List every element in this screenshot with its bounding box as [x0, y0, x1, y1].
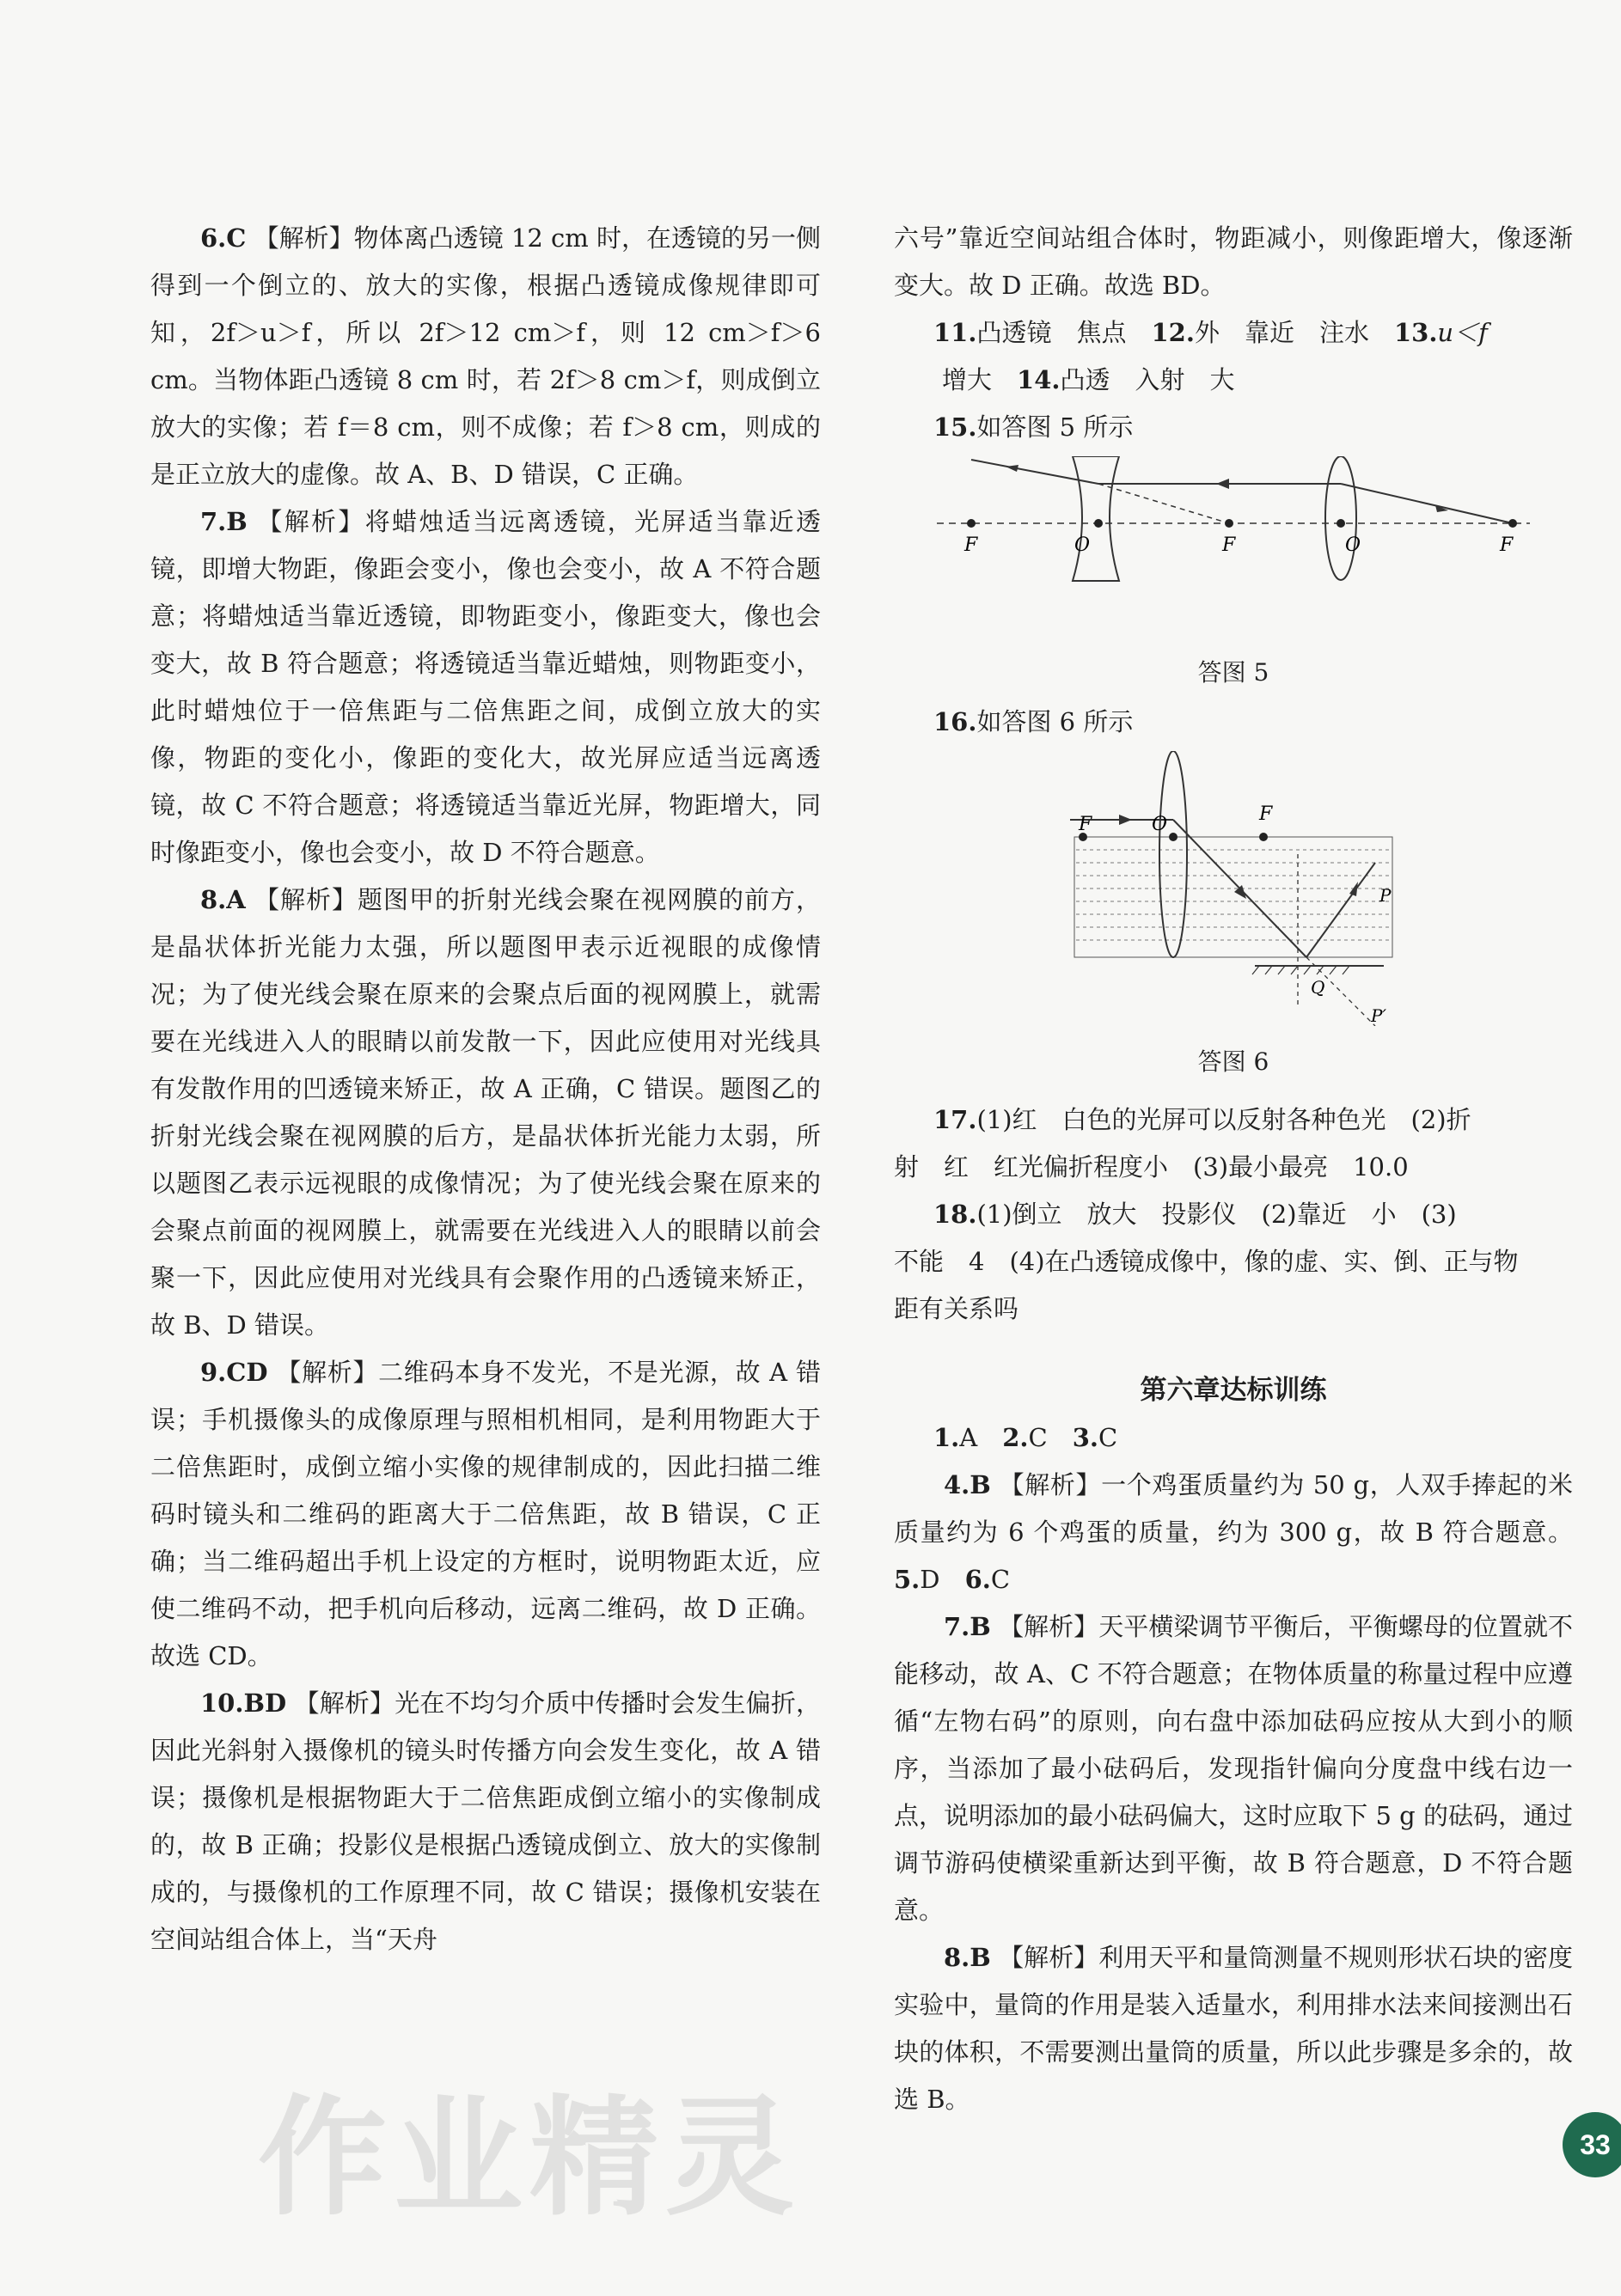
watermark: 作业精灵	[258, 2084, 802, 2233]
arrow-2	[1216, 479, 1229, 489]
answer-18-continued: 不能 4 (4)在凸透镜成像中，像的虚、实、倒、正与物	[894, 1247, 1519, 1276]
left-column	[150, 215, 821, 1963]
focus-point	[967, 519, 976, 528]
answer-15: 15.如答图 5 所示	[933, 412, 1134, 442]
focus-point	[1508, 519, 1517, 528]
optical-center	[1337, 519, 1345, 528]
convex-lens	[1325, 456, 1356, 580]
answer-17: 17.(1)红 白色的光屏可以反射各种色光 (2)折	[933, 1105, 1471, 1134]
answer-16: 16.如答图 6 所示	[933, 707, 1134, 736]
concave-lens	[1073, 456, 1119, 581]
label-f: F	[1259, 803, 1273, 825]
label-o: O	[1345, 534, 1361, 556]
extension-line	[1098, 484, 1229, 523]
label-f: F	[1500, 534, 1514, 556]
refracted-ray	[971, 460, 1098, 484]
answer-10: 10.BD 【解析】光在不均匀介质中传播时会发生偏折，因此光斜射入摄像机的镜头时传播方向会发生变化，故 A 错误；摄像机是根据物距大于二倍焦距成倒立缩小的实像制成的，故 B 正确；投影仪是根据凸透镜成倒立、放大的实像制成的，与摄像机的工作原理不同，故 C 错误；摄像机安装在空间站组合体上，当“天舟	[150, 1688, 821, 1954]
label-o: O	[1152, 814, 1168, 835]
water-hatching	[1076, 850, 1391, 940]
label-f: F	[1222, 534, 1236, 556]
mirror-hatching	[1252, 966, 1349, 974]
answer-18: 18.(1)倒立 放大 投影仪 (2)靠近 小 (3)	[933, 1200, 1457, 1229]
focus-point	[1225, 519, 1233, 528]
right-column	[894, 215, 1573, 2123]
answer-8: 8.B 【解析】利用天平和量筒测量不规则形状石块的密度实验中，量筒的作用是装入适量水，利用排水法来间接测出石块的体积，不需要测出量筒的质量，所以此步骤是多余的，故选 B。	[894, 1943, 1573, 2114]
answer-6: 6.C 【解析】物体离凸透镜 12 cm 时，在透镜的另一侧得到一个倒立的、放大的实像，根据凸透镜成像规律即可知，2f＞u＞f，所以 2f＞12 cm＞f，则 12 cm＞f＞6 cm。当物体距凸透镜 8 cm 时，若 2f＞8 cm＞f，则成倒立放大的实像；若 f＝8 cm，则不成像；若 f＞8 cm，则成的是正立放大的虚像。故 A、B、D 错误，C 正确。	[150, 223, 821, 489]
label-p-prime: P′	[1371, 1005, 1386, 1026]
focus-point	[1259, 833, 1268, 841]
figure-6	[894, 751, 1573, 1079]
answers-13-14: 增大 14.凸透 入射 大	[942, 365, 1235, 394]
label-p: P	[1379, 885, 1392, 906]
arrow-2	[1234, 885, 1246, 899]
figure-6-caption: 答图 6	[1197, 1047, 1269, 1076]
label-f: F	[1079, 814, 1092, 835]
answer-8: 8.A 【解析】题图甲的折射光线会聚在视网膜的前方，是晶状体折光能力太强，所以题图甲表示近视眼的成像情况；为了使光线会聚在原来的会聚点后面的视网膜上，就需要在光线进入人的眼睛以前发散一下，因此应使用对光线具有发散作用的凹透镜来矫正，故 A 正确，C 错误。题图乙的折射光线会聚在视网膜的后方，是晶状体折光能力太弱，所以题图乙表示远视眼的成像情况；为了使光线会聚在原来的会聚点前面的视网膜上，就需要在光线进入人的眼睛以前会聚一下，因此应使用对光线具有会聚作用的凸透镜来矫正，故 B、D 错误。	[150, 885, 821, 1340]
optical-center	[1094, 519, 1103, 528]
answers-1-3: 1.A 2.C 3.C	[933, 1423, 1118, 1452]
answers-11-13: 11.凸透镜 焦点 12.外 靠近 注水 13.u＜f	[933, 318, 1488, 347]
figure-5	[894, 456, 1573, 690]
optical-center	[1169, 833, 1178, 841]
answer-10-continued: 六号”靠近空间站组合体时，物距减小，则像距增大，像逐渐变大。故 D 正确。故选 BD。	[894, 223, 1573, 300]
label-o: O	[1074, 534, 1091, 556]
answer-9: 9.CD 【解析】二维码本身不发光，不是光源，故 A 错误；手机摄像头的成像原理与照相机相同，是利用物距大于二倍焦距时，成倒立缩小实像的规律制成的，因此扫描二维码时镜头和二维码的距离大于二倍焦距，故 B 错误，C 正确；当二维码超出手机上设定的方框时，说明物距太近，应使二维码不动，把手机向后移动，远离二维码，故 D 正确。故选 CD。	[150, 1358, 821, 1670]
label-q: Q	[1311, 977, 1325, 998]
answer-7: 7.B 【解析】将蜡烛适当远离透镜，光屏适当靠近透镜，即增大物距，像距会变小，像也会变小，故 A 不符合题意；将蜡烛适当靠近透镜，即物距变小，像距变大，像也会变大，故 B 符合题意；将透镜适当靠近蜡烛，则物距变小，此时蜡烛位于一倍焦距与二倍焦距之间，成倒立放大的实像，物距的变化小，像距的变化大，故光屏应适当远离透镜，故 C 不符合题意；将透镜适当靠近光屏，物距增大，同时像距变小，像也会变小，故 D 不符合题意。	[150, 507, 821, 867]
incident-ray	[1341, 484, 1513, 523]
answer-17-continued: 射 红 红光偏折程度小 (3)最小最亮 10.0	[894, 1152, 1409, 1182]
answer-18-continued: 距有关系吗	[894, 1294, 1019, 1323]
section-title: 第六章达标训练	[1140, 1375, 1327, 1406]
label-f: F	[964, 534, 978, 556]
arrow-1	[1119, 815, 1132, 825]
reflected-ray	[1306, 863, 1375, 957]
answer-7: 7.B 【解析】天平横梁调节平衡后，平衡螺母的位置就不能移动，故 A、C 不符合题意；在物体质量的称量过程中应遵循“左物右码”的原则，向右盘中添加砝码应按从大到小的顺序，当添加了最小砝码后，发现指针偏向分度盘中线右边一点，说明添加的最小砝码偏大，这时应取下 5 g 的砝码，通过调节游码使横梁重新达到平衡，故 B 符合题意，D 不符合题意。	[894, 1612, 1573, 1925]
page-number: 33	[1563, 2112, 1621, 2177]
convex-lens	[1159, 751, 1187, 957]
lens-diagram-5	[894, 456, 1573, 637]
answer-4: 4.B 【解析】一个鸡蛋质量约为 50 g，人双手捧起的米质量约为 6 个鸡蛋的质量，约为 300 g，故 B 符合题意。5.D 6.C	[894, 1470, 1574, 1594]
water-tank	[1074, 837, 1392, 957]
arrow-3	[1349, 882, 1358, 896]
lens-diagram-6	[894, 751, 1573, 1026]
figure-5-caption: 答图 5	[1197, 658, 1269, 687]
